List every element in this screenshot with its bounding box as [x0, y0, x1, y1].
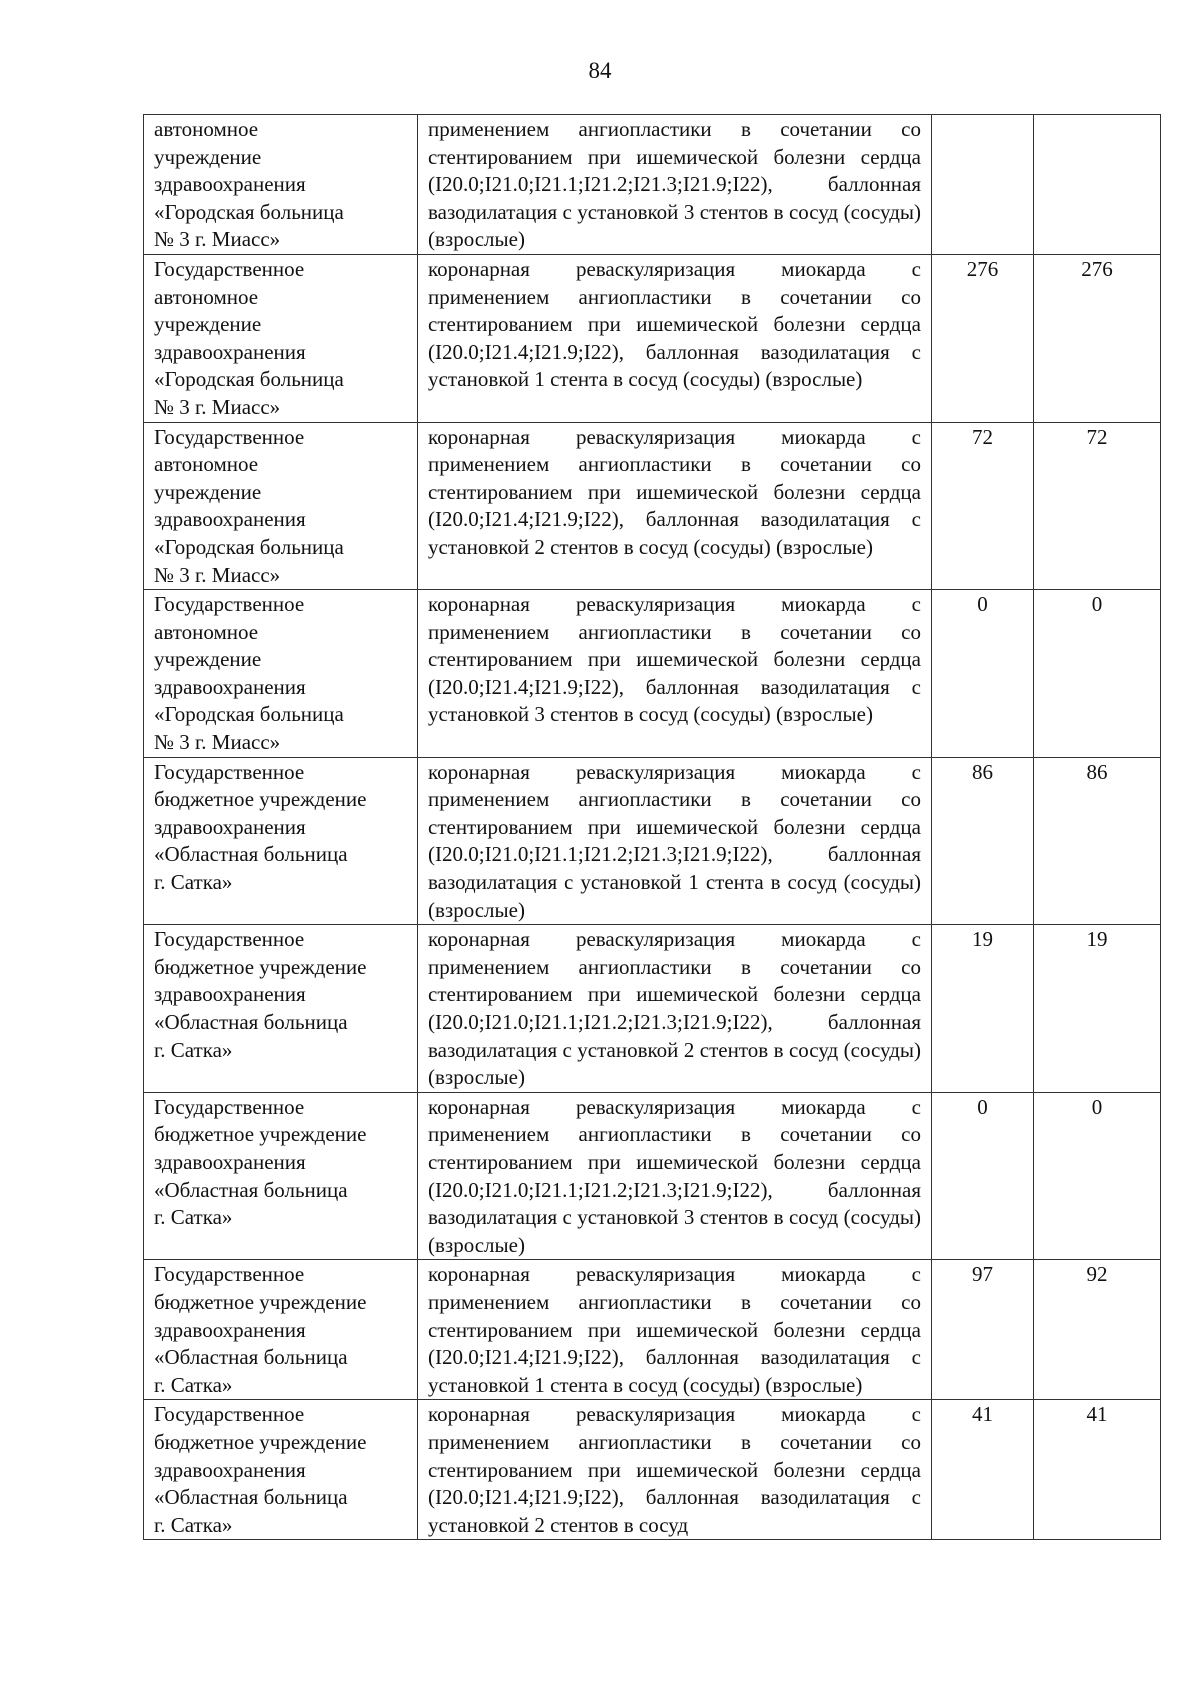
page-number: 84 [588, 58, 612, 83]
plan-value-cell: 86 [932, 757, 1034, 925]
organization-cell: Государственное автономное учреждение здравоохранения «Городская больница № 3 г. Миасс» [144, 254, 418, 422]
table-row [144, 925, 1161, 1093]
organization-cell: Государственное бюджетное учреждение здравоохранения «Областная больница г. Сатка» [144, 1260, 418, 1400]
organization-cell: Государственное автономное учреждение здравоохранения «Городская больница № 3 г. Миасс» [144, 590, 418, 758]
organization-cell: Государственное бюджетное учреждение здравоохранения «Областная больница г. Сатка» [144, 757, 418, 925]
table-row [144, 254, 1161, 422]
fact-value-cell: 86 [1034, 757, 1161, 925]
fact-value-cell: 92 [1034, 1260, 1161, 1400]
fact-value-cell: 19 [1034, 925, 1161, 1093]
fact-value-cell: 72 [1034, 422, 1161, 590]
service-cell: применением ангиопластики в сочетании со стентированием при ишемической болезни сердца (I20.0;I21.0;I21.1;I21.2;I21.3;I21.9;I22), баллонная вазодилатация с установкой 3 стентов в сосуд (сосуды) (взрослые) [418, 115, 932, 255]
table-row [144, 757, 1161, 925]
plan-value-cell: 97 [932, 1260, 1034, 1400]
fact-value-cell: 41 [1034, 1400, 1161, 1540]
fact-value-cell: 0 [1034, 590, 1161, 758]
service-cell: коронарная реваскуляризация миокарда с применением ангиопластики в сочетании со стентированием при ишемической болезни сердца (I20.0;I21.0;I21.1;I21.2;I21.3;I21.9;I22), баллонная вазодилатация с установкой 3 стентов в сосуд (сосуды) (взрослые) [418, 1092, 932, 1260]
service-cell: коронарная реваскуляризация миокарда с применением ангиопластики в сочетании со стентированием при ишемической болезни сердца (I20.0;I21.4;I21.9;I22), баллонная вазодилатация с установкой 2 стентов в сосуд [418, 1400, 932, 1540]
service-cell: коронарная реваскуляризация миокарда с применением ангиопластики в сочетании со стентированием при ишемической болезни сердца (I20.0;I21.4;I21.9;I22), баллонная вазодилатация с установкой 1 стента в сосуд (сосуды) (взрослые) [418, 254, 932, 422]
service-cell: коронарная реваскуляризация миокарда с применением ангиопластики в сочетании со стентированием при ишемической болезни сердца (I20.0;I21.4;I21.9;I22), баллонная вазодилатация с установкой 2 стентов в сосуд (сосуды) (взрослые) [418, 422, 932, 590]
table-row [144, 115, 1161, 255]
fact-value-cell: 0 [1034, 1092, 1161, 1260]
table-row [144, 590, 1161, 758]
plan-value-cell [932, 115, 1034, 255]
table-row [144, 1400, 1161, 1540]
plan-value-cell: 19 [932, 925, 1034, 1093]
fact-value-cell [1034, 115, 1161, 255]
fact-value-cell: 276 [1034, 254, 1161, 422]
organization-cell: Государственное автономное учреждение здравоохранения «Городская больница № 3 г. Миасс» [144, 422, 418, 590]
organization-cell: Государственное бюджетное учреждение здравоохранения «Областная больница г. Сатка» [144, 1092, 418, 1260]
service-cell: коронарная реваскуляризация миокарда с применением ангиопластики в сочетании со стентированием при ишемической болезни сердца (I20.0;I21.4;I21.9;I22), баллонная вазодилатация с установкой 3 стентов в сосуд (сосуды) (взрослые) [418, 590, 932, 758]
table-row [144, 1092, 1161, 1260]
plan-value-cell: 276 [932, 254, 1034, 422]
plan-value-cell: 0 [932, 590, 1034, 758]
services-table [143, 114, 1161, 1540]
organization-cell: автономное учреждение здравоохранения «Городская больница № 3 г. Миасс» [144, 115, 418, 255]
organization-cell: Государственное бюджетное учреждение здравоохранения «Областная больница г. Сатка» [144, 925, 418, 1093]
organization-cell: Государственное бюджетное учреждение здравоохранения «Областная больница г. Сатка» [144, 1400, 418, 1540]
table-row [144, 1260, 1161, 1400]
plan-value-cell: 72 [932, 422, 1034, 590]
service-cell: коронарная реваскуляризация миокарда с применением ангиопластики в сочетании со стентированием при ишемической болезни сердца (I20.0;I21.4;I21.9;I22), баллонная вазодилатация с установкой 1 стента в сосуд (сосуды) (взрослые) [418, 1260, 932, 1400]
plan-value-cell: 41 [932, 1400, 1034, 1540]
table-row [144, 422, 1161, 590]
plan-value-cell: 0 [932, 1092, 1034, 1260]
service-cell: коронарная реваскуляризация миокарда с применением ангиопластики в сочетании со стентированием при ишемической болезни сердца (I20.0;I21.0;I21.1;I21.2;I21.3;I21.9;I22), баллонная вазодилатация с установкой 2 стентов в сосуд (сосуды) (взрослые) [418, 925, 932, 1093]
service-cell: коронарная реваскуляризация миокарда с применением ангиопластики в сочетании со стентированием при ишемической болезни сердца (I20.0;I21.0;I21.1;I21.2;I21.3;I21.9;I22), баллонная вазодилатация с установкой 1 стента в сосуд (сосуды) (взрослые) [418, 757, 932, 925]
